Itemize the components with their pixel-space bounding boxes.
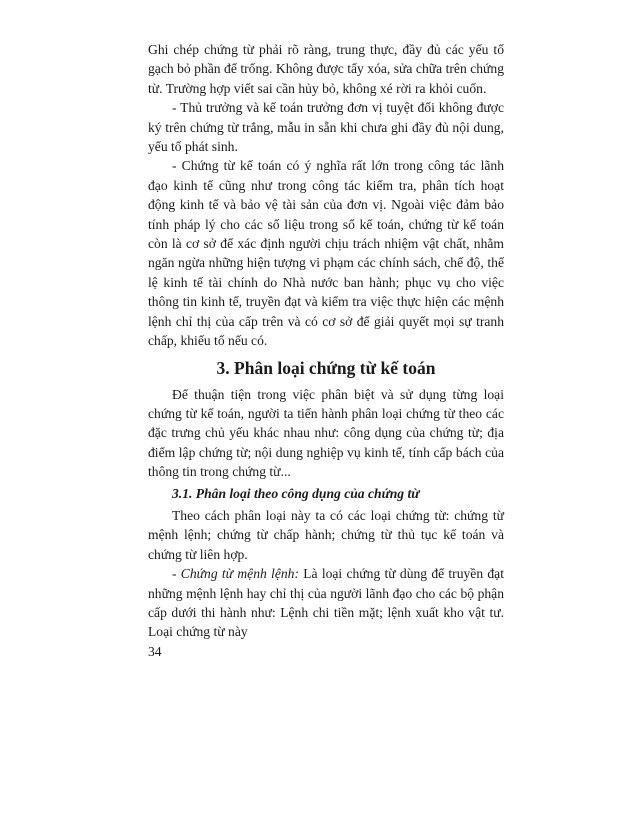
paragraph-command-documents — [148, 564, 504, 642]
subsection-heading: 3.1. Phân loại theo công dụng của chứng từ — [172, 485, 420, 501]
command-prefix: - — [172, 566, 181, 582]
paragraph-document-significance: - Chứng từ kế toán có ý nghĩa rất lớn trong công tác lãnh đạo kinh tế cũng như trong công tác kiểm tra, phân tích hoạt động kinh tế và bảo vệ tài sản của đơn vị. Ngoài việc đảm bảo tính pháp lý cho các số liệu trong sổ kế toán, chứng từ kế toán còn là cơ sở để xác định người chịu trách nhiệm vật chất, nhằm ngăn ngừa những hiện tượng vi phạm các chính sách, chế độ, thể lệ kinh tế tài chính do Nhà nước ban hành; phục vụ cho việc thông tin kinh tế, truyền đạt và kiểm tra việc thực hiện các mệnh lệnh chỉ thị của cấp trên và có cơ sở để giải quyết mọi sự tranh chấp, khiếu tố nếu có. — [148, 158, 504, 349]
command-description: Là loại chứng từ dùng để truyền đạt những mệnh lệnh hay chỉ thị của người lãnh đạo cho các bộ phận cấp dưới thi hành như: Lệnh chi tiền mặt; lệnh xuất kho vật tư. Loại chứng từ này — [148, 566, 504, 640]
paragraph-classification-types: Theo cách phân loại này ta có các loại chứng từ: chứng từ mệnh lệnh; chứng từ chấp hành; chứng từ thủ tục kế toán và chứng từ liên hợp. — [148, 507, 504, 562]
section-heading: 3. Phân loại chứng từ kế toán — [216, 357, 436, 378]
text-block — [148, 40, 504, 661]
paragraph-recording-rules: Ghi chép chứng từ phải rõ ràng, trung thực, đầy đủ các yếu tố gạch bỏ phần để trống. Không được tẩy xóa, sửa chữa trên chứng từ. Trường hợp viết sai cần hủy bỏ, không xé rời ra khỏi cuốn. — [148, 42, 504, 96]
command-term: Chứng từ mệnh lệnh: — [180, 566, 299, 582]
paragraph-signing-rule: - Thủ trưởng và kế toán trưởng đơn vị tuyệt đối không được ký trên chứng từ trắng, mẫu in sẵn khi chưa ghi đầy đủ nội dung, yếu tố phát sinh. — [148, 100, 504, 155]
paragraph-classification-intro: Để thuận tiện trong việc phân biệt và sử dụng từng loại chứng từ kế toán, người ta tiến hành phân loại chứng từ theo các đặc trưng chủ yếu khác nhau như: công dụng của chứng từ; địa điểm lập chứng từ; nội dung nghiệp vụ kinh tế, tính cấp bách của thông tin trong chứng từ... — [148, 386, 504, 480]
page-number: 34 — [148, 643, 162, 659]
